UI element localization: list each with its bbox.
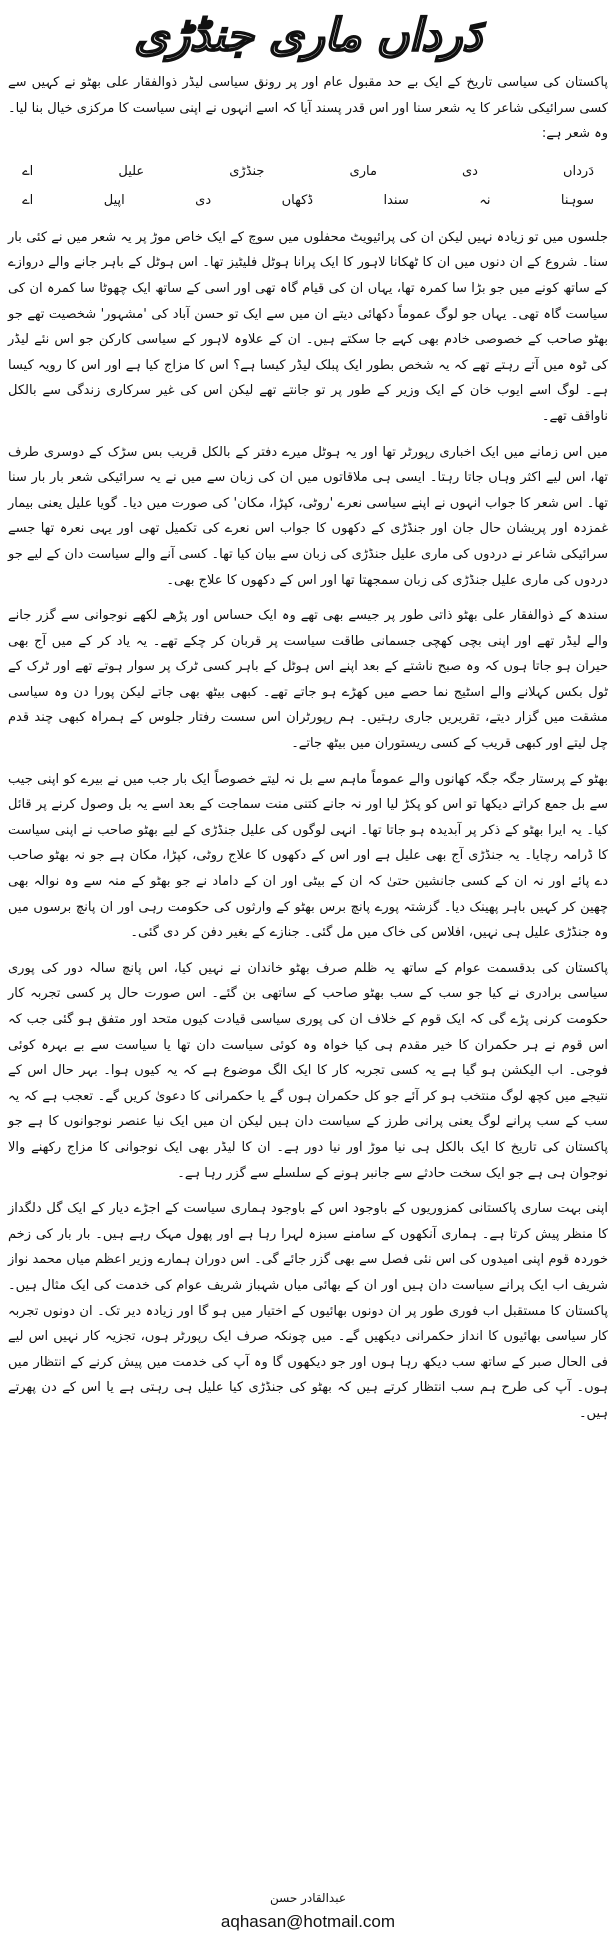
poem-line-2 <box>8 186 608 215</box>
author-email[interactable]: aqhasan@hotmail.com <box>220 1912 396 1931</box>
poem-word: اے <box>22 163 34 179</box>
article-paragraph: میں اس زمانے میں ایک اخباری رپورٹر تھا اور یہ ہوٹل میرے دفتر کے بالکل قریب بس سڑک کے دوسری طرف تھا، اس لیے اکثر وہاں جاتا رہتا۔ ایسی ہی ملاقاتوں میں ان کی زبان سے میں نے یہ سرائیکی شعر بار بار سنا تھا۔ اس شعر کا جواب انہوں نے اپنے سیاسی نعرے 'روٹی، کپڑا، مکان' کی صورت میں دیا۔ گویا علیل یعنی بیمار غمزدہ اور پریشان حال جان اور جنڈڑی کے دکھوں کا جواب اس نعرے کی تکمیل تھی اور یہی نعرہ تھا جسے سرائیکی شاعر نے دردوں کی ماری علیل جنڈڑی کی زبان سے بیان کیا تھا۔ کسی آنے والے سیاست دان کے لیے جو دردوں کی ماری علیل جنڈڑی کی زبان سمجھتا تھا اور اس کے دکھوں کا علاج بھی۔ <box>8 444 608 588</box>
poem-word: نہ <box>479 192 491 208</box>
poem-line-1 <box>8 157 608 186</box>
article-paragraph: جلسوں میں تو زیادہ نہیں لیکن ان کی پرائیویٹ محفلوں میں سوچ کے ایک خاص موڑ پر یہ شعر میں نے کئی بار سنا۔ شروع کے ان دنوں میں ان کا ٹھکانا لاہور کا ایک پرانا ہوٹل فلیٹیز تھا۔ اس ہوٹل کے باہر جانے والے دروازے کے ساتھ کونے میں جو بڑا سا کمرہ تھا، یہاں ان کی قیام گاہ تھی اور اسی کے ساتھ ایک چھوٹا سا کمرہ ان کی سیاست گاہ تھی۔ یہاں جو لوگ عموماً دکھائی دیتے ان میں سے ایک تو حسن آباد کی 'مشہور' شخصیت تھے جو بھٹو صاحب کے خصوصی خادم بھی کہے جا سکتے ہیں۔ ان کے علاوہ لاہور کے سیاسی کارکن جو اس نئے لیڈر کی ٹوہ میں آتے رہتے تھے کہ یہ شخص بطور ایک پبلک لیڈر کیسا ہے؟ اس کا مزاج کیا ہے اور اس کا رویہ کیسا ہے۔ لوگ اسے ایوب خان کے ایک وزیر کے طور پر تو جانتے تھے لیکن اس کی غیر سرکاری زندگی سے بالکل ناواقف تھے۔ <box>8 229 608 424</box>
poem-block <box>8 157 608 215</box>
article-paragraph: پاکستان کی بدقسمت عوام کے ساتھ یہ ظلم صرف بھٹو خاندان نے نہیں کیا، اس پانچ سالہ دور کی پوری سیاسی برادری نے کیا جو سب کے سب بھٹو صاحب کے ساتھی بن گئے۔ اس صورت حال پر کسی تجربہ کار حکومت کرنی پڑے گی کہ ایک قوم کے خلاف ان کی پوری سیاسی قیادت کیوں متحد اور متفق ہو گئی جب کہ اس قوم نے ہر حکمران کا خیر مقدم ہی کیا خواہ وہ کوئی سیاست دان تھا یا سیاست سے بے بہرہ کوئی فوجی۔ اب الیکشن ہو گیا ہے یہ کسی تجربہ کار کا ایک الگ موضوع ہے کہ یہ کیوں ہوا۔ بہر حال اس کے نتیجے میں کچھ لوگ منتخب ہو کر آئے جو کل حکمران ہوں گے یا حکمرانی کا دعویٰ کریں گے۔ تعجب ہے کہ یہ سب کے سب پرانے لوگ یعنی پرانی طرز کے سیاست دان ہیں لیکن ان میں ایک نیا عنصر نوجوانوں کا ہے جو پاکستان کی تاریخ کا ایک بالکل ہی نیا موڑ اور نیا دور ہے۔ ان کا لیڈر بھی ایک نوجوانی کا مزاج رکھنے والا نوجوان ہی ہے جو ایک سخت حادثے سے جانبر ہونے کے سلسلے سے گزر رہا ہے۔ <box>8 960 608 1181</box>
poem-word: دی <box>461 163 478 179</box>
poem-word: جنڈڑی <box>229 163 265 179</box>
poem-word: ڈکھاں <box>281 192 314 208</box>
poem-word: سندا <box>383 192 409 208</box>
page-title: دَرداں ماری جنڈڑی <box>134 9 482 61</box>
poem-word: اے <box>22 192 34 208</box>
poem-word: اپیل <box>103 192 125 208</box>
poem-word: سوہنا <box>560 192 594 208</box>
poem-word: ماری <box>349 163 377 179</box>
article-paragraph: بھٹو کے پرستار جگہ جگہ کھانوں والے عموماً ماہم سے بل نہ لیتے خصوصاً ایک بار جب میں نے بیرے کو اپنی جیب سے بل جمع کراتے دیکھا تو اس کو پکڑ لیا اور نہ جانے کتنی منت سماجت کے بعد اسے یہ بل وصول کرنے پر قائل کیا۔ یہ ایرا بھٹو کے ذکر پر آبدیدہ ہو جاتا تھا۔ انہی لوگوں کی علیل جنڈڑی کے لیے بھٹو صاحب نے اپنی سیاست کا ڈرامہ رچایا۔ یہ جنڈڑی آج بھی علیل ہے اور اس کے دکھوں کا علاج روٹی، کپڑا، مکان ہے جو نہ بھٹو صاحب دے پائے اور نہ ان کے کسی جانشین حتیٰ کہ ان کے بیٹی اور ان کے داماد نے جو بھٹو کے منہ سے وہ نوالہ بھی چھین کر کہیں باہر پھینک دیا۔ گزشتہ پورے پانچ برس بھٹو کے وارثوں کی حکومت رہی اور ان پانچ برسوں میں وہ جنڈڑی علیل ہی نہیں، افلاس کی خاک میں مل گئی۔ جنازے کے بغیر دفن کر دی گئی۔ <box>8 771 608 941</box>
intro-paragraph: پاکستان کی سیاسی تاریخ کے ایک بے حد مقبول عام اور پر رونق سیاسی لیڈر ذوالفقار علی بھٹو نے کہیں سے کسی سرائیکی شاعر کا یہ شعر سنا اور اس قدر پسند آیا کہ اسے انہوں نے اپنی سیاست کا مرکزی خیال بنا لیا۔ وہ شعر ہے: <box>7 75 608 142</box>
article-body <box>8 70 608 1427</box>
title-block <box>8 0 608 70</box>
article-paragraph: اپنی بہت ساری پاکستانی کمزوریوں کے باوجود اس کے باوجود ہماری سیاست کے اجڑے دیار کے ایک گل دلگداز کا منظر پیش کرتا ہے۔ ہماری آنکھوں کے سامنے سبزہ لہرا رہا ہے اور پھول مہک رہے ہیں۔ بار بار کی زخم خوردہ قوم اپنی امیدوں کی اس نئی فصل سے بھی گزر جائے گی۔ اس دوران ہمارے وزیر اعظم میاں محمد نواز شریف اب ایک پرانے سیاست دان ہیں اور ان کے بھائی میاں شہباز شریف عوام کی خدمت کی ایک مثال ہیں۔ پاکستان کا مستقبل اب فوری طور پر ان دونوں بھائیوں کے اختیار میں ہو گا اور زیادہ دیر تک۔ ان دونوں تجربہ کار سیاسی بھائیوں کا انداز حکمرانی دیکھیں گے۔ میں چونکہ صرف ایک رپورٹر ہوں، تجزیہ کار نہیں اس لیے فی الحال صبر کے ساتھ سب دیکھ رہا ہوں اور جو دیکھوں گا وہ آپ کی خدمت میں پیش کرنے کے انتظار میں ہوں۔ آپ کی طرح ہم سب انتظار کرتے ہیں کہ بھٹو کی جنڈڑی کیا علیل ہی رہتی ہے یا اس کے دن پھرتے ہیں۔ <box>8 1201 608 1421</box>
byline <box>0 1888 616 1936</box>
poem-word: علیل <box>118 163 145 179</box>
poem-word: دی <box>195 192 212 208</box>
poem-word: دَرداں <box>562 163 594 179</box>
author-name: عبدالقادر حسن <box>269 1891 346 1905</box>
article-paragraph: سندھ کے ذوالفقار علی بھٹو ذاتی طور پر جیسے بھی تھے وہ ایک حساس اور پڑھے لکھے نوجوانی سے گزر جانے والے لیڈر تھے اور اپنی بچی کھچی جسمانی طاقت سیاست پر قربان کر چکے تھے۔ یہ یاد کر کے میں آج بھی حیران ہو جاتا ہوں کہ وہ صبح ناشتے کے بعد اپنے اس ہوٹل کے باہر کسی ٹرک پر سوار ہوتے تھے اور ٹرک کے ٹول بکس کہلانے والے اسٹیج نما حصے میں کھڑے ہو جاتے تھے۔ کبھی بیٹھ بھی جاتے لیکن پورا دن وہ سیاسی مشقت میں گزار دیتے، تقریریں جاری رہتیں۔ ہم رپورٹران اس سست رفتار جلوس کے ہمراہ کبھی چند قدم چل لیتے اور کبھی قریب کے کسی ریستوران میں بیٹھ جاتے۔ <box>8 608 608 752</box>
